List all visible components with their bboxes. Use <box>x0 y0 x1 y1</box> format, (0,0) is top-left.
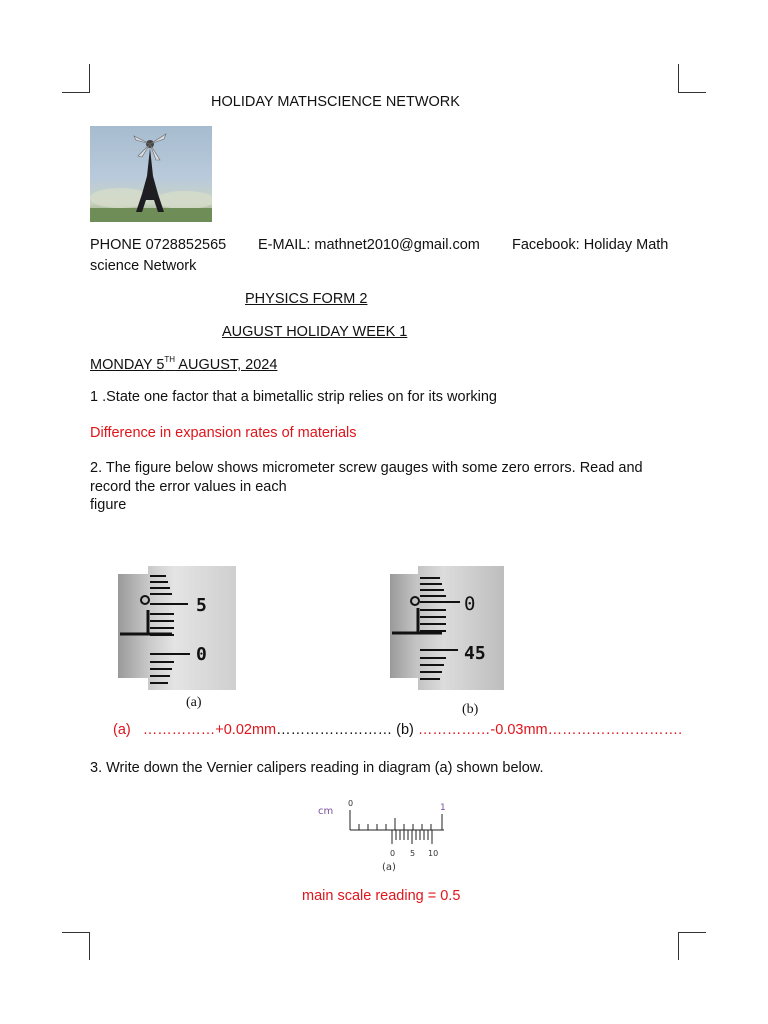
crop-mark-top-left-h <box>62 92 90 93</box>
crop-mark-bottom-left-v <box>89 932 90 960</box>
date-sup: TH <box>164 355 176 364</box>
crop-mark-bottom-right-h <box>678 932 706 933</box>
eiffel-tower-windmill-logo-icon <box>90 126 212 222</box>
crop-mark-top-right-h <box>678 92 706 93</box>
contact-email[interactable]: E-MAIL: mathnet2010@gmail.com <box>258 237 480 253</box>
crop-mark-top-left-v <box>89 64 90 92</box>
date-heading <box>90 355 277 373</box>
contact-facebook-cont: science Network <box>90 258 197 274</box>
micrometer-b-tick-top: 0 <box>464 593 476 615</box>
subject-heading: PHYSICS FORM 2 <box>245 291 368 307</box>
micrometer-figure-a <box>118 566 236 690</box>
micrometer-a-drawing <box>118 566 236 690</box>
micrometer-b-drawing <box>390 566 504 690</box>
vernier-main-end: 1 <box>440 803 446 813</box>
figure-a-label: (a) <box>186 695 202 710</box>
answer-3: main scale reading = 0.5 <box>302 888 461 904</box>
micrometer-a-tick-top: 5 <box>196 595 207 616</box>
contact-facebook[interactable]: Facebook: Holiday Math <box>512 237 669 253</box>
vernier-calipers-drawing <box>314 796 454 874</box>
question-2-line2: record the error values in each <box>90 479 287 495</box>
answer-2b-lead: …………… <box>417 722 491 738</box>
answer-2a-lead: …………… <box>142 722 216 738</box>
micrometer-b-tick-bottom: 45 <box>464 643 486 664</box>
micrometer-a-tick-bottom: 0 <box>196 644 207 665</box>
crop-mark-bottom-left-h <box>62 932 90 933</box>
vernier-scale-5: 5 <box>410 849 416 858</box>
answer-2a-label: (a) <box>113 722 131 738</box>
vernier-unit: cm <box>318 806 334 817</box>
week-heading: AUGUST HOLIDAY WEEK 1 <box>222 324 408 340</box>
crop-mark-top-right-v <box>678 64 679 92</box>
vernier-label: (a) <box>382 862 396 873</box>
vernier-scale-10: 10 <box>428 849 439 858</box>
answer-2b-label: (b) <box>396 722 414 738</box>
answer-2a-trail: …………………… <box>276 722 393 738</box>
question-2-line3: figure <box>90 497 127 513</box>
date-suffix: AUGUST, 2024 <box>175 357 278 373</box>
crop-mark-bottom-right-v <box>678 932 679 960</box>
page-title: HOLIDAY MATHSCIENCE NETWORK <box>211 94 460 110</box>
question-1: 1 .State one factor that a bimetallic strip relies on for its working <box>90 389 497 405</box>
answer-2a-value: +0.02mm <box>215 722 277 738</box>
answer-2b-value: -0.03mm <box>490 722 548 738</box>
micrometer-figure-b <box>390 566 504 690</box>
question-2-line1: 2. The figure below shows micrometer screw gauges with some zero errors. Read and <box>90 460 643 476</box>
date-prefix: MONDAY 5 <box>90 357 165 373</box>
answer-2b-trail: ………………………. <box>547 722 683 738</box>
contact-phone: PHONE 0728852565 <box>90 237 227 253</box>
figure-b-label: (b) <box>462 702 479 717</box>
vernier-diagram <box>314 796 454 874</box>
vernier-scale-0: 0 <box>390 849 396 858</box>
vernier-main-start: 0 <box>348 799 354 808</box>
answer-1: Difference in expansion rates of materials <box>90 425 357 441</box>
question-3: 3. Write down the Vernier calipers reading in diagram (a) shown below. <box>90 760 544 776</box>
logo-image <box>90 126 212 222</box>
answer-2-line <box>113 722 682 738</box>
